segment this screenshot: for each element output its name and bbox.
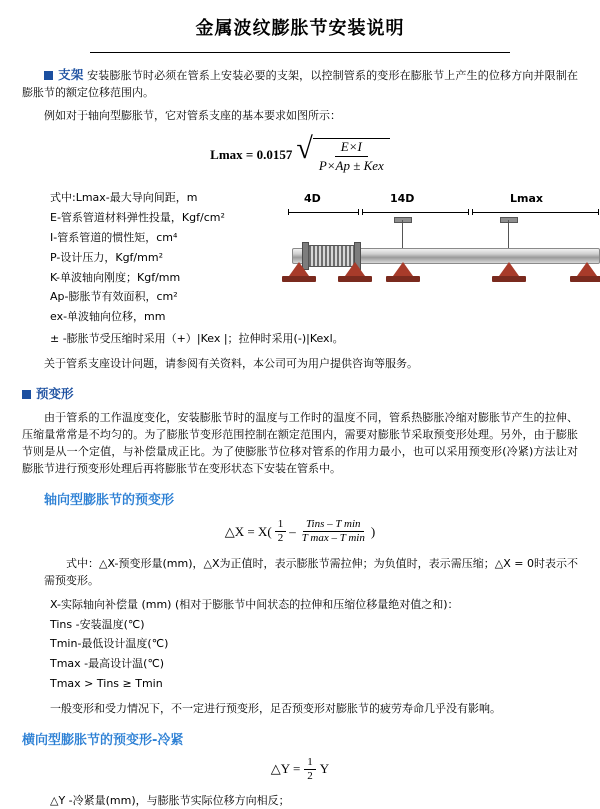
definition-item: 式中:Lmax-最大导向间距，m [50,191,198,205]
lmax-formula-lhs: Lmax = 0.0157 [210,147,293,163]
section2-heading-para [22,384,578,403]
definition-list [50,188,278,327]
definition-item: Tmin-最低设计温度(℃) [50,637,169,651]
document-body [0,65,600,809]
definition-item: ± -膨胀节受压缩时采用（+）|Kex |；拉伸时采用(-)|Kexl。 [50,332,344,346]
section2-heading: 预变形 [36,385,74,401]
subsection2-title: 横向型膨胀节的预变形-冷紧 [22,732,184,748]
definition-note [50,329,578,349]
square-bullet-icon [22,390,31,399]
definition-item: K-单波轴向刚度；Kgf/mm [50,270,181,284]
definition-item: X-实际轴向补偿量 (mm) (相对于膨胀节中间状态的拉伸和压缩位移量绝对值之和)： [50,597,459,611]
formula-rhs: ) [370,523,376,539]
figure-dimension-labels [278,192,600,208]
section1-para1: 安装膨胀节时必须在管系上安装必要的支架，以控制管系的变形在膨胀节上产生的位移方向并限制在膨胀节的额定位移范围内。 [22,69,578,100]
figure-label-14d: 14D [390,192,415,206]
formula2-denominator: 2 [307,769,313,782]
figure-label-lmax: Lmax [510,192,543,206]
formula2-rhs: Y [319,761,330,776]
lateral-coldpull-formula [22,756,578,782]
subsection1-note: 一般变形和受力情况下，不一定进行预变形，足否预变形对膨胀节的疲劳寿命几乎没有影响。 [50,701,501,715]
section1-heading: 支架 [58,67,84,82]
formula-minus: – [289,523,296,539]
definition-item: I-管系管道的惯性矩，cm⁴ [50,231,178,245]
definition-item: E-管系管道材料弹性投量，Kgf/cm² [50,211,225,225]
definition-item: Tins -安装温度(℃) [50,617,145,631]
definition-item: Ap-膨胀节有效面积，cm² [50,290,178,304]
definition-item: P-设计压力，Kgf/mm² [50,250,163,264]
document-page [0,14,600,808]
definition-item: ex-单波轴向位移，mm [50,310,166,324]
pipe-support-figure [278,192,600,302]
subsection1-definitions [50,595,578,694]
formula-half-numerator: 1 [275,518,287,532]
pipe-illustration [278,226,600,296]
figure-dimension-lines [278,208,600,218]
axial-predeform-formula [22,518,578,544]
lmax-formula [22,132,578,178]
title-divider [90,52,510,53]
formula-frac-denominator: T max – T min [301,532,365,545]
figure-label-4d: 4D [304,192,321,206]
definition-item: Tmax > Tins ≥ Tmin [50,677,163,691]
formula-lhs: △X = X( [224,523,272,539]
subsection1-explain: 式中：△X-预变形量(mm)，△X为正值时，表示膨胀节需拉伸；为负值时，表示需压缩；△X = 0时表示不需预变形。 [44,556,578,587]
subsection2-explain: △Y -冷紧量(mm)，与膨胀节实际位移方向相反； [50,794,290,808]
section1-closing: 关于管系支座设计问题，请参阅有关资料，本公司可为用户提供咨询等服务。 [44,356,418,370]
lmax-formula-numerator: E×I [335,139,368,157]
formula2-lhs: △Y = [270,761,301,776]
page-title: 金属波纹膨胀节安装说明 [195,18,405,39]
section2-para1: 由于管系的工作温度变化，安装膨胀节时的温度与工作时的温度不同，管系热膨胀冷缩对膨胀节产生的拉伸、压缩量常常是不均匀的。为了膨胀节变形范围控制在额定范围内，需要对膨胀节采取预变形处理。另外，由于膨胀节则是从一个定值，与补偿量成正比。为了使膨胀节位移对管系的作用力最小，也可以采用预变形(冷紧)方法让对膨胀节进行预变形处理后再将膨胀节在变形状态下安装在管系中。 [22,411,578,476]
formula2-numerator: 1 [304,756,316,770]
section1-heading-para [22,65,578,101]
formula-half-denominator: 2 [277,532,284,545]
section1-para2: 例如对于轴向型膨胀节，它对管系支座的基本要求如图所示： [44,109,341,123]
radical-icon: √ $\frac{E\times I}{\text{P×Ap ± Kex}}$ [296,136,389,174]
definition-item: Tmax -最高设计温(℃) [50,657,165,671]
square-bullet-icon [44,71,53,80]
formula-frac-numerator: Tins – T min [303,518,364,532]
lmax-formula-denominator: P×Ap ± Kex [318,158,384,174]
subsection1-title: 轴向型膨胀节的预变形 [44,493,175,509]
